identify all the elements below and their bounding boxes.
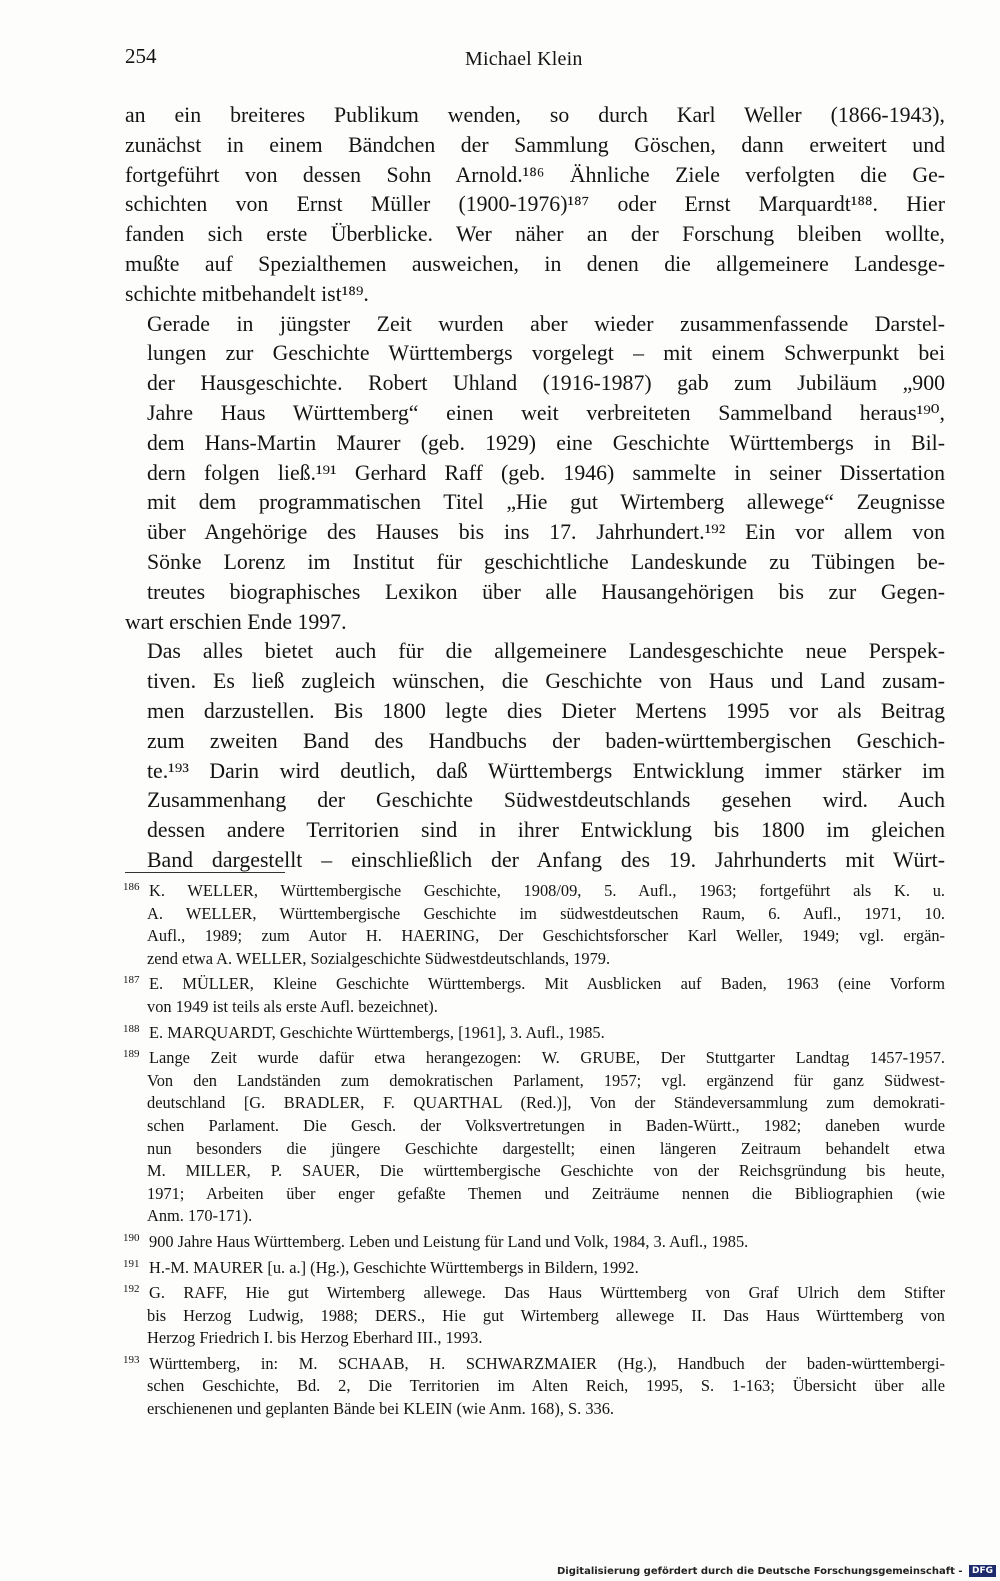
- line: fortgeführt von dessen Sohn Arnold.¹⁸⁶ Ähnliche Ziele verfolgten die Ge-: [125, 162, 945, 187]
- footnote-191: [125, 1257, 945, 1280]
- footnote-line: K. WELLER, Württembergische Geschichte, 1908/09, 5. Aufl., 1963; fortgeführt als K. u.: [149, 881, 945, 900]
- paragraph-2: [125, 310, 945, 608]
- paragraph-1-end: [125, 280, 945, 310]
- page-number: 254: [125, 44, 157, 68]
- line: mußte auf Spezialthemen ausweichen, in denen die allgemeinere Landesge-: [125, 251, 945, 276]
- footnote-number: 192: [123, 1283, 140, 1296]
- footnote-line: Württemberg, in: M. SCHAAB, H. SCHWARZMAIER (Hg.), Handbuch der baden-württembergi-: [149, 1353, 945, 1373]
- line: treutes biographisches Lexikon über alle Hausangehörigen bis zur Gegen-: [147, 579, 945, 604]
- page-header: [125, 44, 945, 74]
- paragraph-3: [125, 637, 945, 875]
- line: Zusammenhang der Geschichte Südwestdeutschlands gesehen wird. Auch: [147, 788, 945, 813]
- line: men darzustellen. Bis 1800 legte dies Dieter Mertens 1995 vor als Beitrag: [147, 698, 945, 723]
- line: schichte mitbehandelt ist¹⁸⁹.: [125, 281, 369, 306]
- footnote-187: [125, 973, 945, 1018]
- line: Sönke Lorenz im Institut für geschichtliche Landeskunde zu Tübingen be-: [147, 549, 945, 574]
- line: dern folgen ließ.¹⁹¹ Gerhard Raff (geb. 1946) sammelte in seiner Dissertation: [147, 460, 945, 485]
- footnote-line: nun besonders die jüngere Geschichte dargestellt; einen längeren Zeitraum behandelt etwa: [147, 1138, 945, 1158]
- line: dem Hans-Martin Maurer (geb. 1929) eine Geschichte Württembergs in Bil-: [147, 430, 945, 455]
- line: wart erschien Ende 1997.: [125, 609, 347, 634]
- footnote-line: Herzog Friedrich I. bis Herzog Eberhard III., 1993.: [147, 1328, 483, 1348]
- footnote-line: zend etwa A. WELLER, Sozialgeschichte Südwestdeutschlands, 1979.: [147, 948, 611, 968]
- footnotes: [125, 880, 945, 1424]
- footnote-line: 900 Jahre Haus Württemberg. Leben und Leistung für Land und Volk, 1984, 3. Aufl., 1985.: [149, 1231, 749, 1251]
- line: zunächst in einem Bändchen der Sammlung Göschen, dann erweitert und: [125, 132, 945, 157]
- footnote-190: [125, 1231, 945, 1254]
- footnote-line: bis Herzog Ludwig, 1988; DERS., Hie gut Wirtemberg allewege II. Das Haus Württemberg von: [147, 1305, 945, 1325]
- line: schichten von Ernst Müller (1900-1976)¹⁸⁷ oder Ernst Marquardt¹⁸⁸. Hier: [125, 192, 945, 217]
- body-text: [125, 101, 945, 876]
- digitization-credit: [557, 1565, 996, 1577]
- line: te.¹⁹³ Darin wird deutlich, daß Württembergs Entwicklung immer stärker im: [147, 758, 945, 783]
- footnote-line: von 1949 ist teils als erste Aufl. bezeichnet).: [147, 996, 438, 1016]
- footnote-number: 189: [123, 1048, 140, 1061]
- line: Das alles bietet auch für die allgemeinere Landesgeschichte neue Perspek-: [147, 639, 945, 664]
- line: Gerade in jüngster Zeit wurden aber wieder zusammenfassende Darstel-: [147, 311, 945, 336]
- footnote-number: 188: [123, 1022, 140, 1035]
- footnote-line: H.-M. MAURER [u. a.] (Hg.), Geschichte Württembergs in Bildern, 1992.: [149, 1257, 639, 1277]
- footnote-186: [125, 880, 945, 970]
- footnote-divider: [125, 872, 285, 873]
- line: der Hausgeschichte. Robert Uhland (1916-1987) gab zum Jubiläum „900: [147, 371, 945, 396]
- footnote-number: 193: [123, 1353, 140, 1366]
- footnote-line: 1971; Arbeiten über enger gefaßte Themen und Zeiträume nennen die Bibliographien (wie: [147, 1183, 945, 1203]
- footnote-line: Anm. 170-171).: [147, 1206, 253, 1226]
- footnote-line: Lange Zeit wurde dafür etwa herangezogen: W. GRUBE, Der Stuttgarter Landtag 1457-1957.: [149, 1048, 945, 1068]
- footnote-line: deutschland [G. BRADLER, F. QUARTHAL (Red.)], Von der Ständeversammlung zum demokrati-: [147, 1093, 945, 1113]
- footnote-number: 187: [123, 974, 140, 987]
- footnote-number: 186: [123, 881, 140, 893]
- footnote-line: schen Geschichte, Bd. 2, Die Territorien im Alten Reich, 1995, S. 1-163; Übersicht über alle: [147, 1376, 945, 1396]
- footnote-188: [125, 1022, 945, 1045]
- footnote-line: G. RAFF, Hie gut Wirtemberg allewege. Das Haus Württemberg von Graf Ulrich dem Stifter: [149, 1283, 945, 1303]
- line: zum zweiten Band des Handbuchs der baden-württembergischen Geschich-: [147, 728, 945, 753]
- line: Band dargestellt – einschließlich der Anfang des 19. Jahrhunderts mit Würt-: [147, 847, 945, 872]
- line: an ein breiteres Publikum wenden, so durch Karl Weller (1866-1943),: [125, 103, 945, 127]
- footnote-number: 190: [123, 1231, 140, 1244]
- footnote-line: E. MARQUARDT, Geschichte Württembergs, [1961], 3. Aufl., 1985.: [149, 1022, 605, 1042]
- footnote-192: [125, 1282, 945, 1350]
- footnote-193: [125, 1353, 945, 1421]
- line: Jahre Haus Württemberg“ einen weit verbreiteten Sammelband heraus¹⁹⁰,: [147, 400, 945, 425]
- footnote-line: E. MÜLLER, Kleine Geschichte Württembergs. Mit Ausblicken auf Baden, 1963 (eine Vorform: [149, 974, 945, 994]
- footnote-line: schen Parlament. Die Gesch. der Volksvertretungen in Baden-Württ., 1982; daneben wurde: [147, 1115, 945, 1135]
- footnote-line: Von den Landständen zum demokratischen Parlament, 1957; vgl. ergänzend für ganz Südwest-: [147, 1070, 945, 1090]
- footnote-line: M. MILLER, P. SAUER, Die württembergische Geschichte von der Reichsgründung bis heute,: [147, 1161, 945, 1181]
- footnote-line: A. WELLER, Württembergische Geschichte im südwestdeutschen Raum, 6. Aufl., 1971, 10.: [147, 903, 945, 923]
- line: fanden sich erste Überblicke. Wer näher an der Forschung bleiben wollte,: [125, 222, 945, 247]
- line: mit dem programmatischen Titel „Hie gut Wirtemberg allewege“ Zeugnisse: [147, 490, 945, 515]
- line: lungen zur Geschichte Württembergs vorgelegt – mit einem Schwerpunkt bei: [147, 341, 945, 366]
- footnote-line: Aufl., 1989; zum Autor H. HAERING, Der Geschichtsforscher Karl Weller, 1949; vgl. ergän-: [147, 926, 945, 946]
- paragraph-2-end: [125, 608, 945, 638]
- footnote-number: 191: [123, 1257, 140, 1270]
- dfg-logo-icon: DFG: [969, 1565, 996, 1577]
- footnote-189: [125, 1047, 945, 1228]
- running-head: Michael Klein: [465, 48, 583, 70]
- credit-text: Digitalisierung gefördert durch die Deutsche Forschungsgemeinschaft -: [556, 1566, 963, 1577]
- line: dessen andere Territorien sind in ihrer Entwicklung bis 1800 im gleichen: [147, 818, 945, 843]
- line: tiven. Es ließ zugleich wünschen, die Geschichte von Haus und Land zusam-: [147, 669, 945, 694]
- footnote-line: erschienenen und geplanten Bände bei KLEIN (wie Anm. 168), S. 336.: [147, 1399, 615, 1419]
- line: über Angehörige des Hauses bis ins 17. Jahrhundert.¹⁹² Ein vor allem von: [147, 520, 945, 545]
- paragraph-1: [125, 101, 945, 280]
